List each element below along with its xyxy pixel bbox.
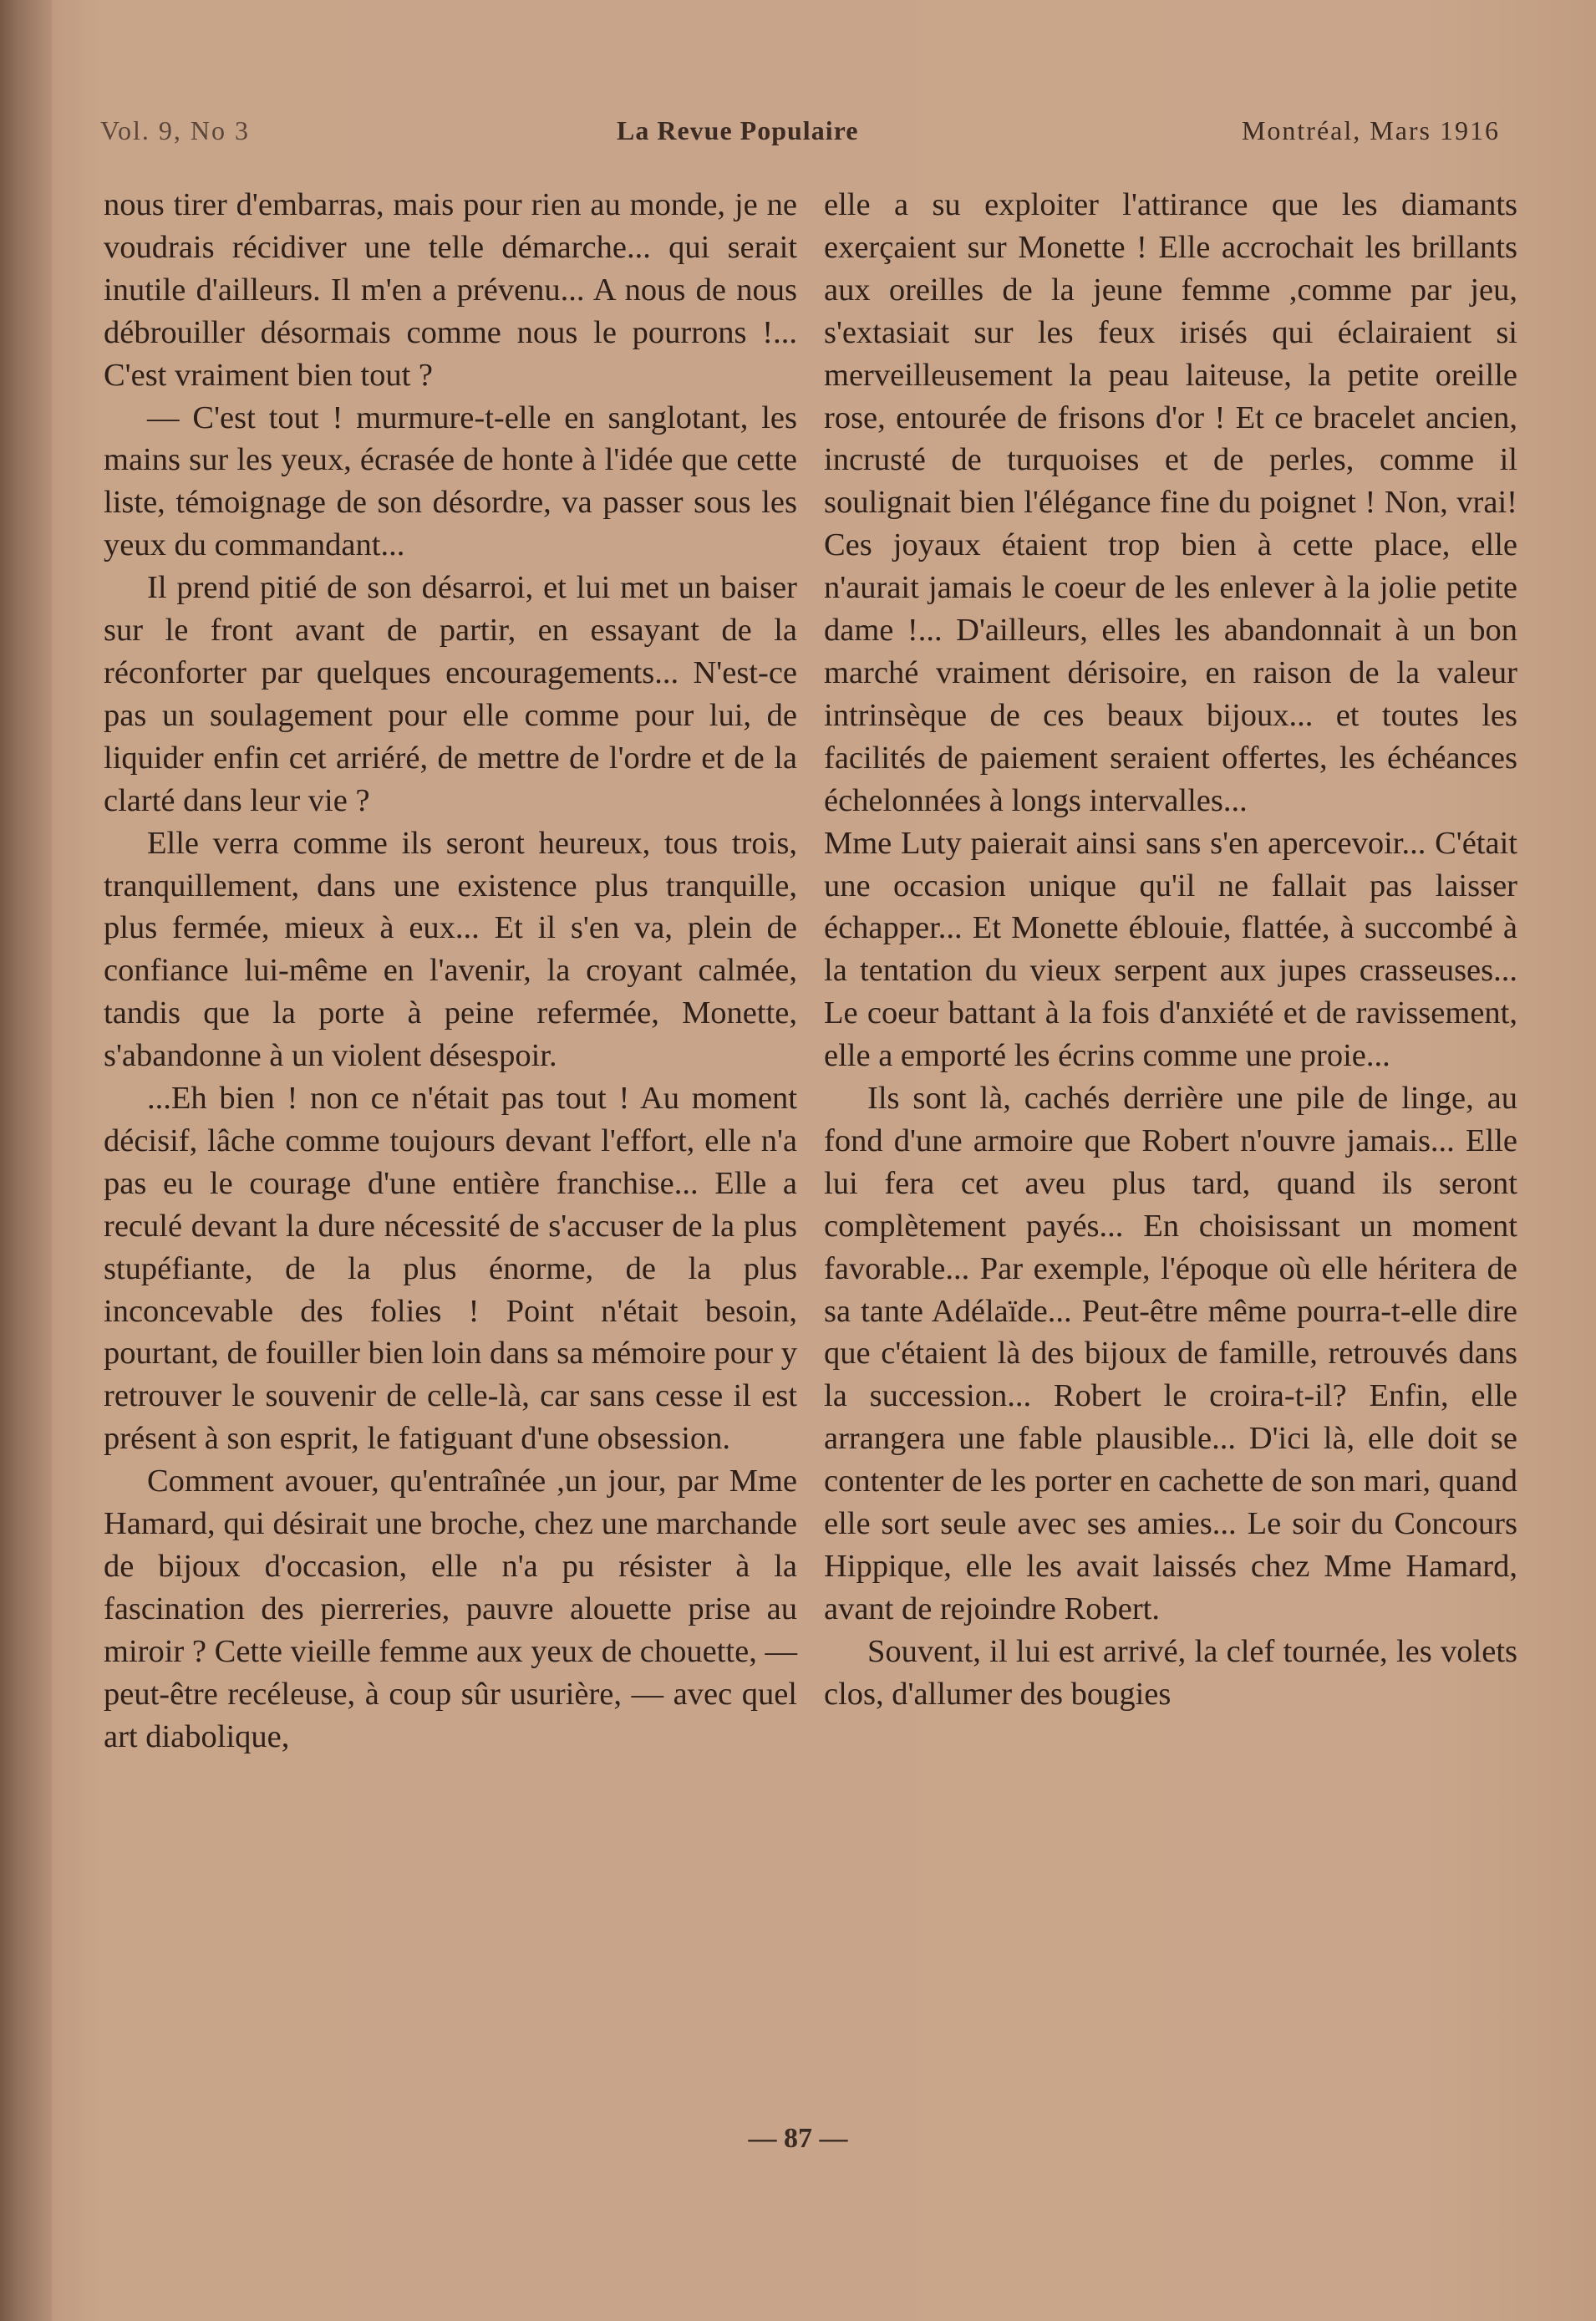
paragraph: ...Eh bien ! non ce n'était pas tout ! Au moment décisif, lâche comme toujours devant l'effort, elle n'a pas eu le courage d'une entière franchise... Elle a reculé devant la dure nécessité de s'accuser de la plus stupéfiante, de la plus énorme, de la plus inconcevable des folies ! Point n'était besoin, pourtant, de fouiller bien loin dans sa mémoire pour y retrouver le souvenir de celle-là, car sans cesse il est présent à son esprit, le fatiguant d'une obsession. [104, 1081, 797, 1457]
left-column [104, 184, 797, 1759]
paragraph: Elle verra comme ils seront heureux, tous trois, tranquillement, dans une existence plus tranquille, plus fermée, mieux à eux... Et il s'en va, plein de confiance lui-même en l'avenir, la croyant calmée, tandis que la porte à peine refermée, Monette, s'abandonne à un violent désespoir. [104, 825, 797, 1074]
binding-shadow [0, 0, 52, 2321]
page-number: — 87 — [748, 2123, 848, 2154]
running-header [100, 115, 1500, 157]
issue-date: Montréal, Mars 1916 [1241, 115, 1500, 145]
right-column [824, 184, 1517, 1716]
paragraph: nous tirer d'embarras, mais pour rien au monde, je ne voudrais récidiver une telle démarche... qui serait inutile d'ailleurs. Il m'en a prévenu... A nous de nous débrouiller désormais comme nous le pourrons !... C'est vraiment bien tout ? [104, 187, 797, 393]
paragraph: Ils sont là, cachés derrière une pile de linge, au fond d'une armoire que Robert n'ouvre jamais... Elle lui fera cet aveu plus tard, quand ils seront complètement payés... En choisissant un moment favorable... Par exemple, l'époque où elle héritera de sa tante Adélaïde... Peut-être même pourra-t-elle dire que c'étaient là des bijoux de famille, retrouvés dans la succession... Robert le croira-t-il? Enfin, elle arrangera une fable plausible... D'ici là, elle doit se contenter de les porter en cachette de son mari, quand elle sort seule avec ses amies... Le soir du Concours Hippique, elle les avait laissés chez Mme Hamard, avant de rejoindre Robert. [824, 1081, 1517, 1626]
paragraph: elle a su exploiter l'attirance que les diamants exerçaient sur Monette ! Elle accrochait les brillants aux oreilles de la jeune femme ,comme par jeu, s'extasiait sur les feux irisés qui éclairaient si merveilleusement la peau laiteuse, la petite oreille rose, entourée de frisons d'or ! Et ce bracelet ancien, incrusté de turquoises et de perles, comme il soulignait bien l'élégance fine du poignet ! Non, vrai! Ces joyaux étaient trop bien à cette place, elle n'aurait jamais le coeur de les enlever à la jolie petite dame !... D'ailleurs, elles les abandonnait à un bon marché vraiment dérisoire, en raison de la valeur intrinsèque de ces beaux bijoux... et toutes les facilités de paiement seraient offertes, les échéances échelonnées à longs intervalles... [824, 187, 1517, 818]
magazine-title: La Revue Populaire [617, 115, 859, 145]
paragraph: Il prend pitié de son désarroi, et lui met un baiser sur le front avant de partir, en essayant de la réconforter par quelques encouragements... N'est-ce pas un soulagement pour elle comme pour lui, de liquider enfin cet arriéré, de mettre de l'ordre et de la clarté dans leur vie ? [104, 570, 797, 818]
paragraph: Mme Luty paierait ainsi sans s'en apercevoir... C'était une occasion unique qu'il ne fallait pas laisser échapper... Et Monette éblouie, flattée, à succombé à la tentation du vieux serpent aux jupes crasseuses... Le coeur battant à la fois d'anxiété et de ravissement, elle a emporté les écrins comme une proie... [824, 825, 1517, 1074]
paragraph: Comment avouer, qu'entraînée ,un jour, par Mme Hamard, qui désirait une broche, chez une marchande de bijoux d'occasion, elle n'a pu résister à la fascination des pierreries, pauvre alouette prise au miroir ? Cette vieille femme aux yeux de chouette, — peut-être recéleuse, à coup sûr usurière, — avec quel art diabolique, [104, 1463, 797, 1754]
paragraph: — C'est tout ! murmure-t-elle en sanglotant, les mains sur les yeux, écrasée de honte à l'idée que cette liste, témoignage de son désordre, va passer sous les yeux du commandant... [104, 400, 797, 563]
paragraph: Souvent, il lui est arrivé, la clef tournée, les volets clos, d'allumer des bougies [824, 1633, 1517, 1712]
volume-number: Vol. 9, No 3 [100, 115, 250, 145]
